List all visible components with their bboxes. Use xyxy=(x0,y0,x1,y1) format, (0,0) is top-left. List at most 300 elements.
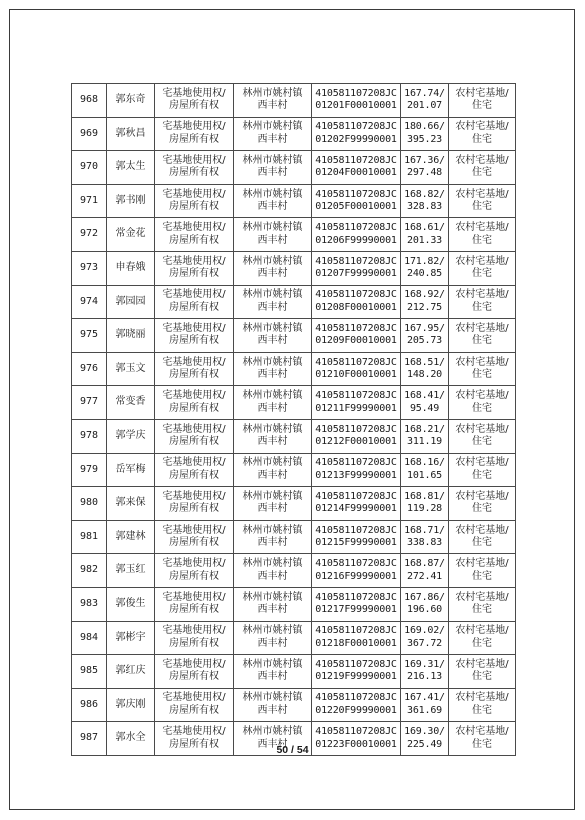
row-number-cell: 986 xyxy=(72,688,107,722)
right-type-line: 宅基地使用权/ xyxy=(162,591,226,603)
table-row xyxy=(72,352,516,386)
unit-code-line: 410581107208JC xyxy=(315,289,397,301)
area-cell xyxy=(401,621,449,655)
right-type-line: 房屋所有权 xyxy=(169,133,219,145)
land-use-line: 农村宅基地/ xyxy=(455,154,509,166)
area-line: 148.20 xyxy=(407,369,442,381)
right-type-line: 房屋所有权 xyxy=(169,100,219,112)
right-type-cell xyxy=(155,520,234,554)
area-cell xyxy=(401,352,449,386)
right-type-line: 房屋所有权 xyxy=(169,637,219,649)
table-row xyxy=(72,319,516,353)
unit-code-cell xyxy=(312,587,401,621)
table-row xyxy=(72,251,516,285)
right-type-line: 房屋所有权 xyxy=(169,301,219,313)
table-row xyxy=(72,184,516,218)
area-line: 201.33 xyxy=(407,234,442,246)
area-cell xyxy=(401,487,449,521)
location-line: 西丰村 xyxy=(257,167,288,179)
unit-code-line: 01206F99990001 xyxy=(315,234,397,246)
unit-code-line: 01213F99990001 xyxy=(315,469,397,481)
area-line: 167.74/ xyxy=(404,87,445,99)
land-use-line: 住宅 xyxy=(472,738,492,750)
area-line: 328.83 xyxy=(407,201,442,213)
location-cell xyxy=(234,285,312,319)
location-line: 林州市姚村镇 xyxy=(242,222,303,234)
table-row xyxy=(72,117,516,151)
right-type-line: 房屋所有权 xyxy=(169,268,219,280)
unit-code-cell xyxy=(312,319,401,353)
location-line: 西丰村 xyxy=(257,604,288,616)
table-row xyxy=(72,151,516,185)
location-cell xyxy=(234,218,312,252)
right-type-line: 房屋所有权 xyxy=(169,671,219,683)
unit-code-line: 01214F99990001 xyxy=(315,503,397,515)
unit-code-line: 01219F99990001 xyxy=(315,671,397,683)
land-use-line: 农村宅基地/ xyxy=(455,457,509,469)
right-type-cell xyxy=(155,218,234,252)
location-cell xyxy=(234,84,312,118)
location-line: 林州市姚村镇 xyxy=(242,591,303,603)
land-use-line: 农村宅基地/ xyxy=(455,356,509,368)
owner-name-cell: 郭俊生 xyxy=(107,587,155,621)
land-use-line: 住宅 xyxy=(472,133,492,145)
unit-code-cell xyxy=(312,184,401,218)
right-type-line: 宅基地使用权/ xyxy=(162,524,226,536)
location-cell xyxy=(234,655,312,689)
row-number-cell: 975 xyxy=(72,319,107,353)
area-line: 168.82/ xyxy=(404,188,445,200)
area-cell xyxy=(401,151,449,185)
location-line: 林州市姚村镇 xyxy=(242,356,303,368)
right-type-line: 宅基地使用权/ xyxy=(162,625,226,637)
land-use-cell xyxy=(449,285,516,319)
unit-code-line: 01209F00010001 xyxy=(315,335,397,347)
unit-code-line: 01216F99990001 xyxy=(315,570,397,582)
area-line: 367.72 xyxy=(407,637,442,649)
owner-name-cell: 郭秋昌 xyxy=(107,117,155,151)
land-use-cell xyxy=(449,554,516,588)
location-line: 林州市姚村镇 xyxy=(242,423,303,435)
land-use-line: 住宅 xyxy=(472,704,492,716)
land-use-line: 住宅 xyxy=(472,335,492,347)
land-use-cell xyxy=(449,621,516,655)
location-line: 林州市姚村镇 xyxy=(242,726,303,738)
land-use-cell xyxy=(449,520,516,554)
location-cell xyxy=(234,184,312,218)
table-row xyxy=(72,453,516,487)
right-type-line: 房屋所有权 xyxy=(169,369,219,381)
land-use-line: 农村宅基地/ xyxy=(455,726,509,738)
location-line: 西丰村 xyxy=(257,402,288,414)
location-line: 林州市姚村镇 xyxy=(242,692,303,704)
right-type-line: 房屋所有权 xyxy=(169,234,219,246)
table-row xyxy=(72,621,516,655)
unit-code-line: 01205F00010001 xyxy=(315,201,397,213)
area-cell xyxy=(401,688,449,722)
land-use-cell xyxy=(449,117,516,151)
location-line: 西丰村 xyxy=(257,268,288,280)
land-use-line: 农村宅基地/ xyxy=(455,121,509,133)
right-type-line: 宅基地使用权/ xyxy=(162,658,226,670)
unit-code-cell xyxy=(312,352,401,386)
owner-name-cell: 郭水全 xyxy=(107,722,155,756)
area-line: 168.81/ xyxy=(404,490,445,502)
row-number-cell: 979 xyxy=(72,453,107,487)
area-cell xyxy=(401,251,449,285)
location-line: 林州市姚村镇 xyxy=(242,390,303,402)
area-line: 168.16/ xyxy=(404,457,445,469)
area-line: 180.66/ xyxy=(404,121,445,133)
right-type-line: 宅基地使用权/ xyxy=(162,726,226,738)
right-type-cell xyxy=(155,352,234,386)
unit-code-line: 410581107208JC xyxy=(315,457,397,469)
location-line: 西丰村 xyxy=(257,570,288,582)
area-line: 167.41/ xyxy=(404,692,445,704)
area-line: 168.41/ xyxy=(404,390,445,402)
unit-code-cell xyxy=(312,688,401,722)
land-use-line: 住宅 xyxy=(472,234,492,246)
owner-name-cell: 郭来保 xyxy=(107,487,155,521)
area-line: 167.86/ xyxy=(404,591,445,603)
row-number-cell: 977 xyxy=(72,386,107,420)
land-use-line: 农村宅基地/ xyxy=(455,222,509,234)
owner-name-cell: 郭书刚 xyxy=(107,184,155,218)
location-cell xyxy=(234,419,312,453)
area-line: 395.23 xyxy=(407,133,442,145)
location-line: 西丰村 xyxy=(257,469,288,481)
row-number-cell: 976 xyxy=(72,352,107,386)
row-number-cell: 970 xyxy=(72,151,107,185)
land-use-cell xyxy=(449,655,516,689)
location-line: 西丰村 xyxy=(257,133,288,145)
land-use-cell xyxy=(449,352,516,386)
right-type-line: 房屋所有权 xyxy=(169,570,219,582)
table-row xyxy=(72,285,516,319)
area-line: 196.60 xyxy=(407,604,442,616)
land-use-line: 住宅 xyxy=(472,570,492,582)
land-use-line: 农村宅基地/ xyxy=(455,625,509,637)
location-line: 林州市姚村镇 xyxy=(242,188,303,200)
area-cell xyxy=(401,554,449,588)
area-cell xyxy=(401,386,449,420)
owner-name-cell: 郭彬宇 xyxy=(107,621,155,655)
land-use-line: 住宅 xyxy=(472,469,492,481)
unit-code-line: 01202F99990001 xyxy=(315,133,397,145)
location-line: 西丰村 xyxy=(257,436,288,448)
owner-name-cell: 郭庆刚 xyxy=(107,688,155,722)
unit-code-cell xyxy=(312,117,401,151)
table-row xyxy=(72,218,516,252)
land-use-line: 农村宅基地/ xyxy=(455,524,509,536)
right-type-cell xyxy=(155,117,234,151)
land-use-line: 农村宅基地/ xyxy=(455,289,509,301)
right-type-cell xyxy=(155,251,234,285)
location-line: 林州市姚村镇 xyxy=(242,289,303,301)
owner-name-cell: 常金花 xyxy=(107,218,155,252)
right-type-line: 宅基地使用权/ xyxy=(162,121,226,133)
land-use-line: 住宅 xyxy=(472,503,492,515)
land-use-line: 农村宅基地/ xyxy=(455,591,509,603)
page-number: 50 / 54 xyxy=(276,744,309,756)
location-line: 西丰村 xyxy=(257,537,288,549)
right-type-line: 房屋所有权 xyxy=(169,604,219,616)
owner-name-cell: 郭太生 xyxy=(107,151,155,185)
area-line: 168.61/ xyxy=(404,222,445,234)
land-use-cell xyxy=(449,487,516,521)
area-line: 169.31/ xyxy=(404,658,445,670)
table-row xyxy=(72,419,516,453)
table-body xyxy=(72,84,516,756)
right-type-line: 房屋所有权 xyxy=(169,436,219,448)
area-cell xyxy=(401,587,449,621)
unit-code-cell xyxy=(312,386,401,420)
owner-name-cell: 郭晓丽 xyxy=(107,319,155,353)
area-line: 95.49 xyxy=(409,402,440,414)
row-number-cell: 971 xyxy=(72,184,107,218)
area-line: 168.21/ xyxy=(404,423,445,435)
unit-code-line: 01201F00010001 xyxy=(315,100,397,112)
land-use-line: 住宅 xyxy=(472,436,492,448)
right-type-line: 宅基地使用权/ xyxy=(162,188,226,200)
right-type-line: 房屋所有权 xyxy=(169,335,219,347)
right-type-cell xyxy=(155,419,234,453)
area-line: 168.71/ xyxy=(404,524,445,536)
location-cell xyxy=(234,621,312,655)
location-line: 林州市姚村镇 xyxy=(242,87,303,99)
unit-code-line: 01223F00010001 xyxy=(315,738,397,750)
land-use-cell xyxy=(449,587,516,621)
location-line: 西丰村 xyxy=(257,301,288,313)
area-line: 119.28 xyxy=(407,503,442,515)
right-type-line: 房屋所有权 xyxy=(169,503,219,515)
owner-name-cell: 郭园园 xyxy=(107,285,155,319)
right-type-line: 宅基地使用权/ xyxy=(162,558,226,570)
right-type-cell xyxy=(155,587,234,621)
unit-code-line: 01212F00010001 xyxy=(315,436,397,448)
land-use-cell xyxy=(449,386,516,420)
unit-code-cell xyxy=(312,453,401,487)
area-cell xyxy=(401,117,449,151)
land-use-line: 住宅 xyxy=(472,537,492,549)
row-number-cell: 973 xyxy=(72,251,107,285)
row-number-cell: 969 xyxy=(72,117,107,151)
location-cell xyxy=(234,487,312,521)
table-row xyxy=(72,655,516,689)
area-line: 240.85 xyxy=(407,268,442,280)
table-row xyxy=(72,587,516,621)
table-row xyxy=(72,84,516,118)
unit-code-line: 410581107208JC xyxy=(315,692,397,704)
right-type-cell xyxy=(155,688,234,722)
land-use-cell xyxy=(449,184,516,218)
land-use-line: 住宅 xyxy=(472,637,492,649)
area-cell xyxy=(401,453,449,487)
land-use-cell xyxy=(449,453,516,487)
land-use-line: 农村宅基地/ xyxy=(455,423,509,435)
owner-name-cell: 郭玉文 xyxy=(107,352,155,386)
unit-code-cell xyxy=(312,621,401,655)
location-line: 林州市姚村镇 xyxy=(242,625,303,637)
area-cell xyxy=(401,419,449,453)
row-number-cell: 972 xyxy=(72,218,107,252)
right-type-line: 房屋所有权 xyxy=(169,167,219,179)
location-line: 林州市姚村镇 xyxy=(242,121,303,133)
land-use-cell xyxy=(449,218,516,252)
unit-code-cell xyxy=(312,285,401,319)
location-cell xyxy=(234,688,312,722)
right-type-cell xyxy=(155,285,234,319)
area-line: 225.49 xyxy=(407,738,442,750)
unit-code-line: 410581107208JC xyxy=(315,255,397,267)
right-type-cell xyxy=(155,319,234,353)
unit-code-cell xyxy=(312,151,401,185)
right-type-line: 宅基地使用权/ xyxy=(162,423,226,435)
location-cell xyxy=(234,520,312,554)
table-row xyxy=(72,386,516,420)
location-cell xyxy=(234,319,312,353)
unit-code-cell xyxy=(312,419,401,453)
registration-table xyxy=(71,83,516,756)
unit-code-line: 410581107208JC xyxy=(315,658,397,670)
unit-code-line: 01220F99990001 xyxy=(315,704,397,716)
right-type-line: 房屋所有权 xyxy=(169,402,219,414)
right-type-cell xyxy=(155,184,234,218)
area-cell xyxy=(401,184,449,218)
right-type-line: 宅基地使用权/ xyxy=(162,322,226,334)
land-use-line: 住宅 xyxy=(472,671,492,683)
unit-code-line: 01217F99990001 xyxy=(315,604,397,616)
unit-code-line: 410581107208JC xyxy=(315,490,397,502)
unit-code-line: 01218F00010001 xyxy=(315,637,397,649)
unit-code-line: 01215F99990001 xyxy=(315,537,397,549)
land-use-line: 住宅 xyxy=(472,100,492,112)
row-number-cell: 987 xyxy=(72,722,107,756)
location-line: 西丰村 xyxy=(257,234,288,246)
location-line: 林州市姚村镇 xyxy=(242,457,303,469)
unit-code-cell xyxy=(312,655,401,689)
area-line: 338.83 xyxy=(407,537,442,549)
location-cell xyxy=(234,117,312,151)
unit-code-cell xyxy=(312,554,401,588)
land-use-cell xyxy=(449,84,516,118)
area-cell xyxy=(401,218,449,252)
unit-code-line: 410581107208JC xyxy=(315,121,397,133)
row-number-cell: 974 xyxy=(72,285,107,319)
table-row xyxy=(72,520,516,554)
unit-code-line: 410581107208JC xyxy=(315,222,397,234)
area-line: 361.69 xyxy=(407,704,442,716)
area-cell xyxy=(401,655,449,689)
land-use-line: 农村宅基地/ xyxy=(455,87,509,99)
land-use-line: 住宅 xyxy=(472,604,492,616)
area-line: 167.36/ xyxy=(404,154,445,166)
location-line: 林州市姚村镇 xyxy=(242,154,303,166)
land-use-line: 住宅 xyxy=(472,402,492,414)
location-line: 西丰村 xyxy=(257,704,288,716)
area-line: 169.02/ xyxy=(404,625,445,637)
right-type-line: 宅基地使用权/ xyxy=(162,222,226,234)
land-use-line: 农村宅基地/ xyxy=(455,692,509,704)
unit-code-line: 01207F99990001 xyxy=(315,268,397,280)
location-cell xyxy=(234,352,312,386)
land-use-line: 农村宅基地/ xyxy=(455,255,509,267)
area-line: 101.65 xyxy=(407,469,442,481)
location-cell xyxy=(234,386,312,420)
land-use-cell xyxy=(449,251,516,285)
right-type-cell xyxy=(155,453,234,487)
right-type-line: 宅基地使用权/ xyxy=(162,457,226,469)
land-use-line: 住宅 xyxy=(472,167,492,179)
unit-code-cell xyxy=(312,251,401,285)
location-line: 西丰村 xyxy=(257,335,288,347)
right-type-cell xyxy=(155,151,234,185)
unit-code-line: 410581107208JC xyxy=(315,322,397,334)
right-type-line: 宅基地使用权/ xyxy=(162,692,226,704)
location-line: 西丰村 xyxy=(257,201,288,213)
area-line: 168.87/ xyxy=(404,558,445,570)
right-type-cell xyxy=(155,621,234,655)
area-cell xyxy=(401,285,449,319)
area-line: 297.48 xyxy=(407,167,442,179)
row-number-cell: 980 xyxy=(72,487,107,521)
area-line: 272.41 xyxy=(407,570,442,582)
land-use-cell xyxy=(449,419,516,453)
land-use-line: 住宅 xyxy=(472,369,492,381)
location-cell xyxy=(234,453,312,487)
right-type-cell xyxy=(155,655,234,689)
land-use-line: 住宅 xyxy=(472,268,492,280)
area-line: 212.75 xyxy=(407,301,442,313)
land-use-cell xyxy=(449,151,516,185)
right-type-line: 房屋所有权 xyxy=(169,738,219,750)
unit-code-line: 01210F00010001 xyxy=(315,369,397,381)
owner-name-cell: 申春娥 xyxy=(107,251,155,285)
location-line: 西丰村 xyxy=(257,637,288,649)
right-type-line: 房屋所有权 xyxy=(169,537,219,549)
unit-code-line: 410581107208JC xyxy=(315,423,397,435)
area-cell xyxy=(401,520,449,554)
land-use-line: 农村宅基地/ xyxy=(455,188,509,200)
location-cell xyxy=(234,151,312,185)
location-line: 林州市姚村镇 xyxy=(242,490,303,502)
location-line: 西丰村 xyxy=(257,738,288,750)
unit-code-line: 410581107208JC xyxy=(315,390,397,402)
row-number-cell: 985 xyxy=(72,655,107,689)
area-line: 205.73 xyxy=(407,335,442,347)
right-type-line: 宅基地使用权/ xyxy=(162,87,226,99)
unit-code-line: 410581107208JC xyxy=(315,154,397,166)
right-type-line: 房屋所有权 xyxy=(169,704,219,716)
row-number-cell: 968 xyxy=(72,84,107,118)
right-type-line: 宅基地使用权/ xyxy=(162,154,226,166)
area-line: 168.51/ xyxy=(404,356,445,368)
right-type-line: 宅基地使用权/ xyxy=(162,255,226,267)
location-line: 林州市姚村镇 xyxy=(242,658,303,670)
unit-code-line: 410581107208JC xyxy=(315,188,397,200)
location-cell xyxy=(234,587,312,621)
table-row xyxy=(72,688,516,722)
unit-code-line: 410581107208JC xyxy=(315,524,397,536)
unit-code-line: 01208F00010001 xyxy=(315,301,397,313)
location-cell xyxy=(234,554,312,588)
location-cell xyxy=(234,251,312,285)
unit-code-line: 410581107208JC xyxy=(315,558,397,570)
unit-code-line: 01211F99990001 xyxy=(315,402,397,414)
land-use-cell xyxy=(449,688,516,722)
right-type-line: 房屋所有权 xyxy=(169,201,219,213)
land-use-cell xyxy=(449,319,516,353)
